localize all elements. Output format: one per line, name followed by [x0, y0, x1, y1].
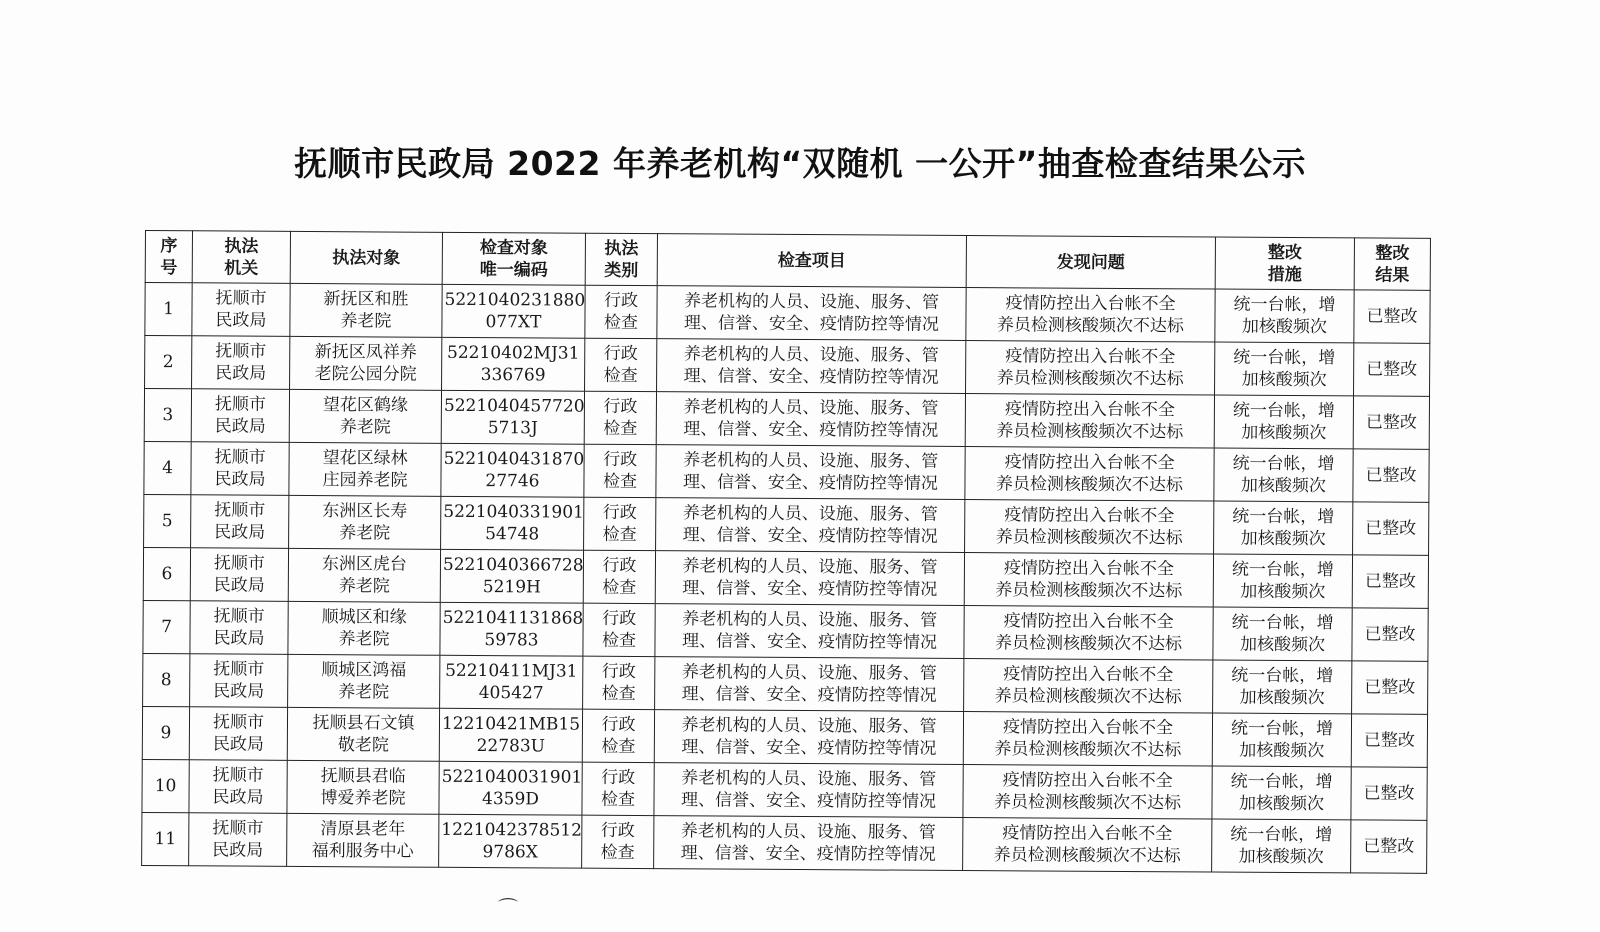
cell-result-text: 已整改 [1363, 730, 1415, 751]
cell-code [441, 496, 584, 550]
handwritten-mark: ⌒ [498, 896, 518, 920]
cell-result-text: 已整改 [1364, 624, 1416, 645]
header-code [442, 232, 585, 285]
table-row [142, 706, 1427, 767]
cell-result [1352, 555, 1428, 608]
cell-code [441, 390, 584, 444]
cell-result-text: 已整改 [1363, 783, 1415, 804]
cell-result [1352, 661, 1428, 714]
cell-type [583, 603, 655, 656]
cell-no-text: 8 [160, 670, 172, 691]
cell-type-text: 行政 检查 [601, 608, 637, 652]
header-label: 执法 类别 [604, 238, 639, 281]
cell-no [143, 653, 190, 706]
cell-result [1353, 396, 1429, 449]
cell-result [1352, 608, 1428, 661]
cell-no [145, 283, 192, 336]
cell-agency [191, 442, 289, 496]
cell-type [583, 656, 655, 709]
cell-result [1351, 767, 1427, 820]
cell-type [584, 444, 656, 497]
cell-issue [966, 288, 1215, 343]
cell-issue-text: 疫情防控出入台帐不全 养员检测核酸频次不达标 [994, 717, 1182, 761]
header-label: 检查对象 唯一编码 [479, 237, 548, 280]
header-label: 发现问题 [1056, 252, 1125, 273]
cell-item [656, 392, 965, 447]
cell-result-text: 已整改 [1365, 518, 1417, 539]
cell-agency [190, 548, 288, 602]
cell-target [287, 760, 439, 814]
cell-issue [966, 341, 1215, 396]
table-row [143, 653, 1428, 714]
cell-type-text: 行政 检查 [603, 396, 638, 440]
cell-item [657, 339, 966, 394]
cell-type [584, 497, 656, 550]
cell-code [442, 284, 585, 338]
cell-result [1351, 714, 1427, 767]
cell-no [142, 706, 189, 759]
cell-result-text: 已整改 [1364, 571, 1416, 592]
cell-result [1353, 449, 1429, 502]
cell-type [582, 709, 654, 762]
cell-code [441, 443, 584, 497]
cell-target [288, 548, 440, 602]
cell-target-text: 望花区鹤缘 养老院 [322, 395, 408, 438]
cell-measure-text: 统一台帐，增 加核酸频次 [1230, 824, 1333, 868]
cell-issue-text: 疫情防控出入台帐不全 养员检测核酸频次不达标 [996, 293, 1184, 337]
cell-result [1351, 820, 1427, 873]
cell-target [287, 707, 439, 761]
cell-issue-text: 疫情防控出入台帐不全 养员检测核酸频次不达标 [993, 823, 1181, 867]
cell-item [654, 816, 963, 871]
cell-measure-text: 统一台帐，增 加核酸频次 [1233, 347, 1336, 391]
table-row [144, 389, 1429, 450]
cell-code-text: 52210402MJ31 336769 [446, 342, 580, 386]
cell-code-text: 5221040331901 54748 [443, 501, 584, 545]
cell-result [1354, 343, 1430, 396]
cell-item-text: 养老机构的人员、设施、服务、管 理、信誉、安全、疫情防控等情况 [681, 715, 937, 759]
header-result [1354, 238, 1430, 290]
cell-issue [964, 553, 1213, 608]
cell-no [143, 547, 190, 600]
cell-target-text: 新抚区和胜 养老院 [323, 289, 409, 332]
cell-no [142, 759, 189, 812]
cell-item [654, 710, 963, 765]
header-label: 执法 机关 [224, 235, 259, 279]
cell-measure [1214, 501, 1353, 555]
cell-agency [192, 283, 290, 337]
cell-issue-text: 疫情防控出入台帐不全 养员检测核酸频次不达标 [996, 346, 1184, 390]
cell-code-text: 1221042378512 9786X [441, 819, 583, 863]
cell-target [289, 495, 441, 549]
cell-agency [190, 654, 288, 708]
cell-measure-text: 统一台帐，增 加核酸频次 [1230, 771, 1333, 815]
cell-code [439, 708, 582, 762]
cell-target-text: 望花区绿林 庄园养老院 [322, 448, 408, 491]
cell-code-text: 5221040457720 5713J [443, 395, 585, 439]
cell-target [289, 389, 441, 443]
header-label: 执法对象 [332, 247, 401, 269]
cell-measure-text: 统一台帐，增 加核酸频次 [1230, 718, 1334, 762]
cell-item [657, 286, 966, 341]
cell-issue [963, 765, 1212, 820]
cell-item [655, 604, 964, 659]
cell-type [582, 815, 654, 868]
cell-no-text: 11 [154, 829, 177, 850]
cell-measure [1214, 448, 1353, 502]
cell-no-text: 1 [163, 299, 174, 320]
header-type [585, 233, 657, 285]
cell-no-text: 6 [161, 564, 173, 585]
cell-target-text: 抚顺县君临 博爱养老院 [320, 766, 406, 809]
cell-item-text: 养老机构的人员、设施、服务、管 理、信誉、安全、疫情防控等情况 [681, 609, 938, 653]
cell-item [655, 551, 964, 606]
cell-agency-text: 抚顺市 民政局 [213, 606, 265, 649]
header-measure [1215, 237, 1354, 290]
header-item [657, 234, 966, 288]
header-label: 序 号 [160, 235, 178, 278]
cell-item-text: 养老机构的人员、设施、服务、管 理、信誉、安全、疫情防控等情况 [680, 821, 936, 865]
cell-measure [1213, 660, 1352, 714]
cell-type [585, 285, 657, 338]
cell-agency-text: 抚顺市 民政局 [215, 341, 267, 384]
cell-no-text: 3 [162, 405, 174, 426]
cell-measure-text: 统一台帐，增 加核酸频次 [1233, 294, 1336, 338]
cell-result-text: 已整改 [1366, 306, 1418, 327]
table-row [142, 812, 1427, 873]
cell-measure-text: 统一台帐，增 加核酸频次 [1231, 665, 1334, 709]
cell-code [439, 814, 582, 868]
cell-no [143, 600, 190, 653]
cell-measure [1212, 713, 1351, 767]
cell-target [288, 654, 440, 708]
cell-target-text: 顺城区鸿福 养老院 [321, 660, 407, 703]
cell-type [585, 338, 657, 391]
cell-measure [1215, 342, 1354, 396]
cell-item [656, 498, 965, 553]
header-agency [192, 231, 290, 284]
cell-item-text: 养老机构的人员、设施、服务、管 理、信誉、安全、疫情防控等情况 [683, 397, 939, 441]
cell-measure [1213, 554, 1352, 608]
cell-no [144, 389, 191, 442]
cell-agency-text: 抚顺市 民政局 [213, 553, 266, 596]
cell-agency-text: 抚顺市 民政局 [214, 447, 266, 490]
header-label: 检查项目 [777, 250, 846, 271]
header-issue [966, 236, 1215, 290]
cell-target-text: 新抚区凤祥养 老院公园分院 [314, 342, 417, 385]
cell-type-text: 行政 检查 [600, 767, 636, 811]
cell-item-text: 养老机构的人员、设施、服务、管 理、信誉、安全、疫情防控等情况 [680, 768, 937, 812]
cell-item-text: 养老机构的人员、设施、服务、管 理、信誉、安全、疫情防控等情况 [683, 291, 940, 335]
cell-code [439, 761, 582, 815]
cell-item-text: 养老机构的人员、设施、服务、管 理、信誉、安全、疫情防控等情况 [682, 503, 938, 547]
cell-target-text: 东洲区虎台 养老院 [321, 554, 408, 597]
cell-issue-text: 疫情防控出入台帐不全 养员检测核酸频次不达标 [996, 399, 1184, 443]
header-label: 整改 措施 [1267, 242, 1302, 285]
inspection-results-table [141, 230, 1431, 874]
cell-result-text: 已整改 [1365, 465, 1417, 486]
cell-result-text: 已整改 [1364, 677, 1416, 698]
cell-code-text: 5221040231880 077XT [444, 289, 586, 333]
cell-result-text: 已整改 [1363, 836, 1415, 857]
cell-measure [1213, 607, 1352, 661]
cell-issue [965, 394, 1214, 449]
cell-type-text: 行政 检查 [602, 555, 637, 599]
cell-agency-text: 抚顺市 民政局 [212, 765, 264, 808]
cell-no-text: 10 [154, 776, 177, 797]
cell-agency-text: 抚顺市 民政局 [213, 659, 265, 702]
cell-code-text: 5221041131868 59783 [442, 607, 584, 651]
cell-type [584, 391, 656, 444]
cell-no [144, 494, 191, 547]
cell-type-text: 行政 检查 [601, 714, 636, 758]
table-row [142, 759, 1427, 820]
cell-issue-text: 疫情防控出入台帐不全 养员检测核酸频次不达标 [995, 505, 1183, 549]
cell-agency [189, 760, 287, 814]
cell-issue [963, 818, 1212, 873]
cell-measure-text: 统一台帐，增 加核酸频次 [1232, 400, 1335, 444]
cell-target [290, 283, 442, 337]
cell-code-text: 5221040031901 4359D [441, 766, 583, 810]
cell-no-text: 2 [162, 352, 174, 373]
cell-type-text: 行政 检查 [601, 661, 636, 705]
cell-no-text: 5 [161, 511, 173, 532]
cell-code-text: 5221040431870 27746 [443, 448, 585, 492]
table-row [145, 283, 1430, 344]
cell-no-text: 7 [161, 617, 173, 638]
cell-item-text: 养老机构的人员、设施、服务、管 理、信誉、安全、疫情防控等情况 [682, 450, 939, 494]
cell-issue-text: 疫情防控出入台帐不全 养员检测核酸频次不达标 [993, 770, 1182, 814]
cell-code [442, 337, 585, 391]
header-target [290, 231, 442, 284]
cell-measure-text: 统一台帐，增 加核酸频次 [1232, 453, 1335, 497]
cell-agency-text: 抚顺市 民政局 [212, 712, 265, 755]
cell-issue [965, 500, 1214, 555]
cell-item [654, 763, 963, 818]
cell-agency-text: 抚顺市 民政局 [214, 394, 266, 437]
cell-target [290, 336, 442, 390]
cell-code [440, 549, 583, 603]
cell-agency [190, 601, 288, 655]
cell-agency-text: 抚顺市 民政局 [212, 818, 264, 861]
cell-target [287, 813, 439, 867]
cell-type-text: 行政 检查 [602, 449, 638, 493]
cell-code [440, 655, 583, 709]
header-no [145, 231, 192, 283]
table-row [143, 600, 1428, 661]
cell-measure-text: 统一台帐，增 加核酸频次 [1232, 506, 1335, 550]
cell-issue [963, 712, 1212, 767]
cell-code-text: 5221040366728 5219H [442, 554, 584, 598]
cell-no [142, 812, 189, 865]
cell-target-text: 抚顺县石文镇 敬老院 [312, 713, 415, 756]
cell-no-text: 9 [160, 723, 172, 744]
cell-target [289, 442, 441, 496]
cell-issue [964, 606, 1213, 661]
cell-agency [191, 389, 289, 443]
cell-code-text: 12210421MB15 22783U [441, 713, 581, 757]
cell-target-text: 东洲区长寿 养老院 [322, 501, 408, 544]
cell-type-text: 行政 检查 [603, 343, 638, 387]
table-row [144, 494, 1429, 555]
cell-measure [1215, 289, 1354, 343]
cell-agency-text: 抚顺市 民政局 [215, 288, 267, 331]
cell-type-text: 行政 检查 [600, 820, 635, 864]
cell-issue [965, 447, 1214, 502]
cell-measure-text: 统一台帐，增 加核酸频次 [1231, 612, 1334, 656]
cell-code-text: 52210411MJ31 405427 [445, 660, 578, 704]
cell-agency [189, 707, 287, 761]
cell-result [1354, 290, 1430, 343]
cell-no-text: 4 [162, 458, 174, 479]
cell-no [144, 441, 191, 494]
cell-issue-text: 疫情防控出入台帐不全 养员检测核酸频次不达标 [995, 452, 1184, 496]
cell-issue [964, 659, 1213, 714]
cell-item [655, 657, 964, 712]
cell-agency [191, 495, 289, 549]
cell-type [583, 550, 655, 603]
cell-item [656, 445, 965, 500]
cell-issue-text: 疫情防控出入台帐不全 养员检测核酸频次不达标 [994, 664, 1182, 708]
cell-type-text: 行政 检查 [602, 502, 637, 546]
table-row [144, 441, 1429, 502]
cell-target-text: 清原县老年 福利服务中心 [311, 819, 414, 862]
cell-item-text: 养老机构的人员、设施、服务、管 理、信誉、安全、疫情防控等情况 [681, 662, 937, 706]
page-title: 抚顺市民政局 2022 年养老机构“双随机 一公开”抽查检查结果公示 [294, 144, 1306, 183]
cell-type-text: 行政 检查 [603, 290, 639, 334]
cell-agency-text: 抚顺市 民政局 [214, 500, 266, 543]
cell-issue-text: 疫情防控出入台帐不全 养员检测核酸频次不达标 [994, 611, 1183, 655]
cell-issue-text: 疫情防控出入台帐不全 养员检测核酸频次不达标 [995, 558, 1183, 602]
cell-measure-text: 统一台帐，增 加核酸频次 [1231, 559, 1335, 603]
cell-result-text: 已整改 [1366, 359, 1418, 380]
cell-result [1353, 502, 1429, 555]
cell-type [582, 762, 654, 815]
table-header-row [145, 231, 1430, 291]
cell-code [440, 602, 583, 656]
cell-target-text: 顺城区和缘 养老院 [321, 607, 407, 650]
cell-measure [1212, 819, 1351, 873]
cell-measure [1214, 395, 1353, 449]
cell-no [145, 336, 192, 389]
cell-result-text: 已整改 [1365, 412, 1417, 433]
cell-agency [189, 813, 287, 867]
cell-agency [192, 336, 290, 390]
table-row [145, 336, 1430, 397]
cell-measure [1212, 766, 1351, 820]
cell-item-text: 养老机构的人员、设施、服务、管 理、信誉、安全、疫情防控等情况 [682, 556, 938, 600]
cell-item-text: 养老机构的人员、设施、服务、管 理、信誉、安全、疫情防控等情况 [683, 344, 939, 388]
table-row [143, 547, 1428, 608]
cell-target [288, 601, 440, 655]
header-label: 整改 结果 [1375, 243, 1410, 286]
